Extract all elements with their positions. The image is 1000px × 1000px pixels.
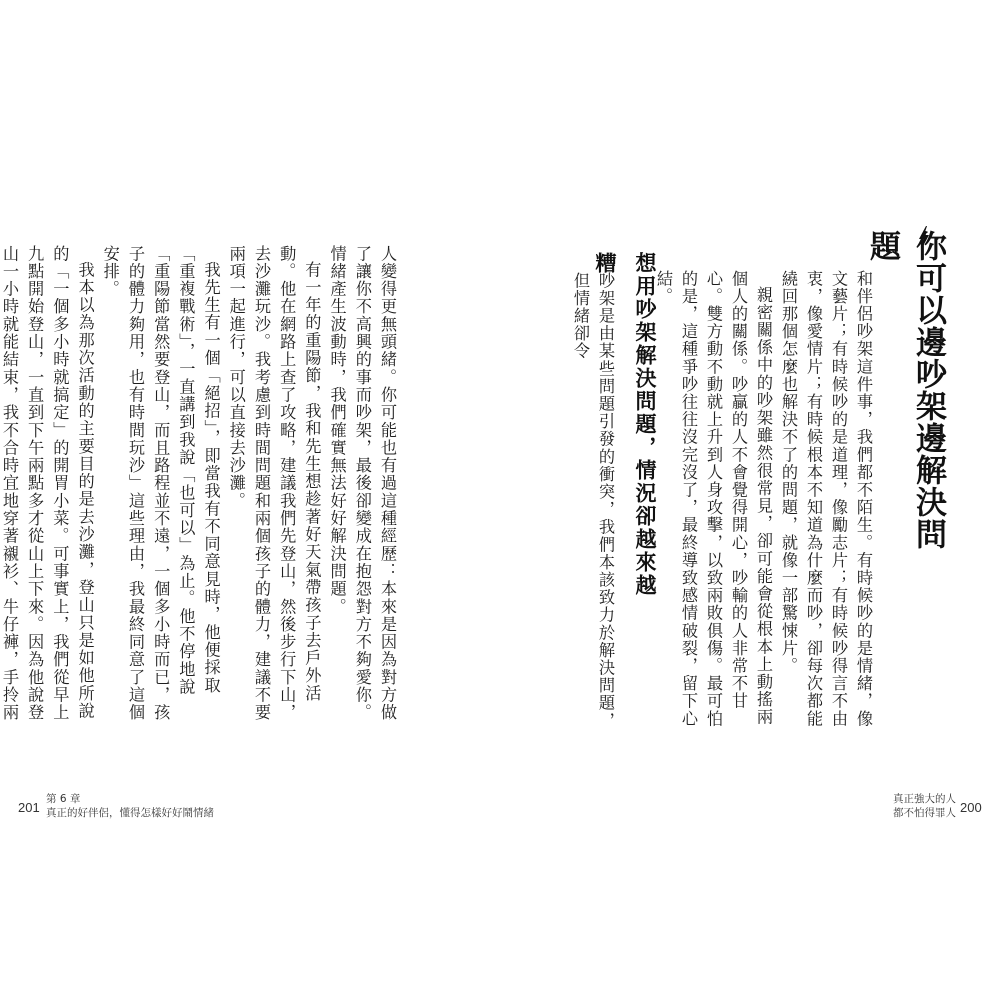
paragraph: 吵架是由某些問題引發的衝突，我們本該致力於解決問題，但情緒卻令 xyxy=(571,272,615,730)
paragraph: 人變得更無頭緒。你可能也有過這種經歷：本來是因為對方做了讓你不高興的事而吵架，最後卻變成在抱怨對方不夠愛你。情緒產生波動時，我們確實無法好好解決問題。 xyxy=(327,245,397,722)
running-footer-right xyxy=(880,792,956,820)
running-footer-left xyxy=(46,792,214,820)
book-title-line-2: 都不怕得罪人 xyxy=(893,807,956,819)
paragraph: 和伴侶吵架這件事，我們都不陌生。有時候吵的是情緒，像文藝片；有時候吵的是道理，像勵志片；有時候吵得言不由衷，像愛情片；有時候根本不知道為什麼而吵，卻每次都能繞回那個怎麼也解決不了的問題，就像一部驚悚片。 xyxy=(779,270,873,728)
paragraph: 我本以為那次活動的主要目的是去沙灘，登山只是如他所說的「一個多小時就搞定」的開胃小菜。可事實上，我們從早上九點開始登山，一直到下午兩點多才從山上下來。因為他說登山一小時就能結束，我不合時宜地穿著襯衫、牛仔褲，手拎兩 xyxy=(0,245,95,722)
left-page-body xyxy=(0,245,400,725)
section-subheading: 想用吵架解決問題，情況卻越來越糟 xyxy=(593,252,657,597)
book-title-line-1: 真正強大的人 xyxy=(893,793,956,805)
subsection-body xyxy=(571,272,618,737)
page-number-left: 201 xyxy=(18,800,40,815)
paragraph: 親密關係中的吵架雖然很常見，卻可能會從根本上動搖兩個人的關係。吵贏的人不會覺得開心，吵輸的人非常不甘心。雙方動不動就上升到人身攻擊，以致兩敗俱傷。最可怕的是，這種爭吵往往沒完沒了，最終導致感情破裂，留下心結。 xyxy=(654,270,773,728)
page-number-right: 200 xyxy=(960,800,982,815)
chapter-title: 你可以邊吵架邊解決問題 xyxy=(864,230,946,550)
chapter-label: 第 6 章 xyxy=(46,793,81,805)
paragraph: 我先生有一個「絕招」，即當我有不同意見時，他便採取「重複戰術」，一直講到我說「也可以」為止。他不停地說「重陽節當然要登山，而且路程並不遠，一個多小時而已，孩子的體力夠用，也有時間玩沙」這些理由，我最終同意了這個安排。 xyxy=(100,245,221,722)
right-page-body xyxy=(654,270,876,735)
chapter-name: 真正的好伴侶，懂得怎樣好好鬧情緒 xyxy=(46,807,214,819)
paragraph: 有一年的重陽節，我和先生想趁著好天氣帶孩子去戶外活動。他在網路上查了攻略，建議我們先登山，然後步行下山，去沙灘玩沙。我考慮到時間問題和兩個孩子的體力，建議不要兩項一起進行，可以直接去沙灘。 xyxy=(226,245,322,722)
